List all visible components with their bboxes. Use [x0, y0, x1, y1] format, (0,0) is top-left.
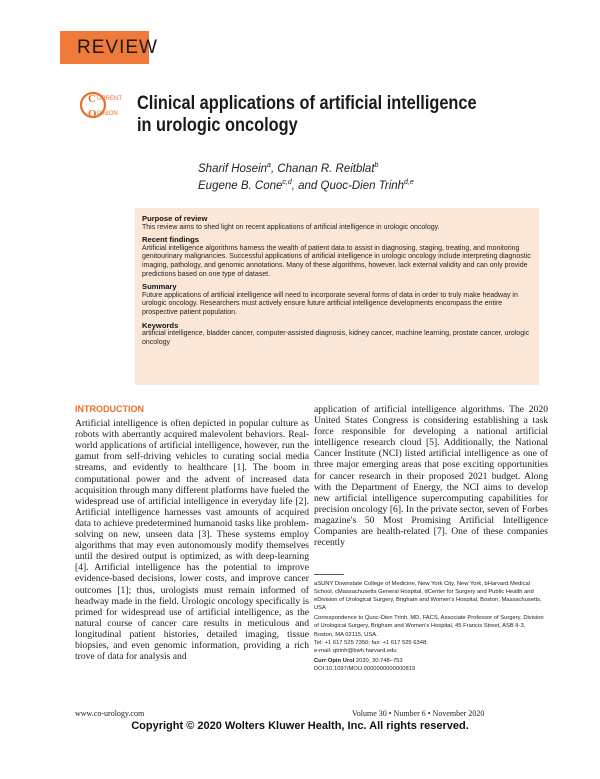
abstract-heading-findings: Recent findings [142, 235, 199, 245]
abstract-heading-summary: Summary [142, 282, 177, 292]
author-line-2 [198, 176, 414, 193]
footnote-divider [314, 574, 344, 575]
journal-citation: 2020, 30:748–753 [354, 657, 403, 664]
copyright-notice: Copyright © 2020 Wolters Kluwer Health, Inc. All rights reserved. [131, 720, 469, 732]
body-column-right [314, 404, 548, 548]
issue-info: Volume 30 • Number 6 • November 2020 [352, 709, 485, 718]
footnote-affiliations: aSUNY Downstate College of Medicine, New York City, New York, bHarvard Medical School, cMassachusetts General Hospital, dCenter for Surgery and Public Health and eDivision of Urological Surgery, Brigham and Women's Hospital, Boston, Massachusetts, USA [314, 581, 542, 612]
logo-letter-o: O [88, 108, 97, 120]
footnote-journal-ref [314, 657, 546, 673]
section-label: REVIEW [60, 31, 149, 64]
author-affiliation: d,e [404, 178, 414, 186]
correspondence-phone: Tel: +1 617 525 7350; fax: +1 617 525 6348; [314, 639, 428, 646]
abstract-heading-keywords: Keywords [142, 320, 179, 330]
correspondence-email: e-mail: qtrinh@bwh.harvard.edu [314, 647, 397, 654]
author-affiliation: c,d [282, 178, 292, 186]
author-separator: , and [291, 179, 321, 192]
footnote-block [314, 580, 546, 675]
article-title: Clinical applications of artificial intelligence in urologic oncology [137, 93, 477, 136]
logo-text-top: URRENT [97, 96, 122, 102]
journal-website: www.co-urology.com [75, 709, 145, 718]
section-heading-introduction: INTRODUCTION [75, 404, 144, 414]
author-affiliation: a [267, 162, 271, 169]
author-name: Eugene B. Cone [198, 179, 283, 192]
abstract-text-keywords: artificial intelligence, bladder cancer, computer-assisted diagnosis, kidney cancer, machine learning, prostate cancer, urologic oncology [142, 330, 530, 346]
author-name: Chanan R. Reitblat [277, 162, 375, 175]
correspondence-address: Correspondence to Quoc-Dien Trinh, MD, FACS, Associate Professor of Surgery, Division of Urological Surgery, Brigham and Women's Hospital, 45 Francis Street, ASB II-3, Boston, MA 02115, USA. [314, 615, 544, 638]
author-name: Quoc-Dien Trinh [320, 179, 405, 192]
journal-name: Curr Opin Urol [314, 657, 355, 664]
doi: DOI:10.1097/MOU.0000000000000819 [314, 665, 416, 672]
author-separator: , [270, 162, 278, 175]
author-list [198, 159, 414, 193]
abstract-heading-purpose: Purpose of review [142, 214, 208, 223]
author-name: Sharif Hosein [198, 162, 268, 175]
abstract-box [135, 208, 539, 385]
author-affiliation: b [374, 162, 379, 169]
current-opinion-logo [78, 87, 128, 123]
abstract-text-purpose: This review aims to shed light on recent applications of artificial intelligence in urologic oncology. [142, 223, 440, 231]
logo-letter-c: C [88, 93, 96, 105]
body-column-left [75, 404, 309, 662]
footnote-correspondence [314, 614, 546, 654]
abstract-text-findings: Artificial intelligence algorithms harness the wealth of patient data to assist in diagnosing, staging, treating, and monitoring genitourinary malignancies. Successful applications of artificial intelligence in urologic oncology include interpreting diagnostic imaging, pathology, and genomic annotations. Many of these algorithms, however, lack external validity and can only provide predictions based on one type of dataset. [142, 244, 531, 278]
logo-text-bottom: PINION [97, 111, 118, 117]
abstract-text-summary: Future applications of artificial intelligence will need to incorporate several forms of data in order to truly make headway in urologic oncology. Researchers must actively ensure future artificial intelligence developments encompass the entire prospective patient population. [142, 291, 518, 316]
body-paragraph: application of artificial intelligence algorithms. The 2020 United States Congress is considering establishing a task force responsible for developing a national artificial intelligence research cloud [5]. Additionally, the National Cancer Institute (NCI) listed artificial intelligence as one of three major emerging areas that pose exciting opportunities for cancer research in their proposed 2021 budget. Along with the Department of Energy, the NCI aims to develop new artificial intelligence supercomputing capabilities for precision oncology [6]. In the private sector, seven of Forbes magazine's 50 Most Promising Artificial Intelligence Companies are health-related [7]. One of these companies recently [314, 404, 548, 549]
body-paragraph: Artificial intelligence is often depicted in popular culture as robots with aberrantly acquired malevolent behaviors. Real-world applications of artificial intelligence, however, run the gamut from self-driving vehicles to curating social media streams, and evidently to healthcare [1]. The boom in computational power and the advent of increased data acquisition through many different platforms have fueled the widespread use of artificial intelligence in everyday life [2]. Artificial intelligence harnesses vast amounts of acquired data to achieve predetermined humanoid tasks like problem-solving on new, unseen data [3]. These systems employ algorithms that may even autonomously modify themselves until the desired output is optimized, as with deep-learning [4]. Artificial intelligence has the potential to improve evidence-based decisions, lower costs, and improve cancer outcomes [1]; thus, urologists must remain informed of headway made in the field. Urologic oncology specifically is primed for widespread use of artificial intelligence, as the natural course of cancer care results in meticulous and longitudinal patient histories, detailed imaging, tissue biopsies, and even genomic information, providing a rich trove of data for analysis and [75, 418, 309, 663]
author-line-1 [198, 159, 414, 176]
